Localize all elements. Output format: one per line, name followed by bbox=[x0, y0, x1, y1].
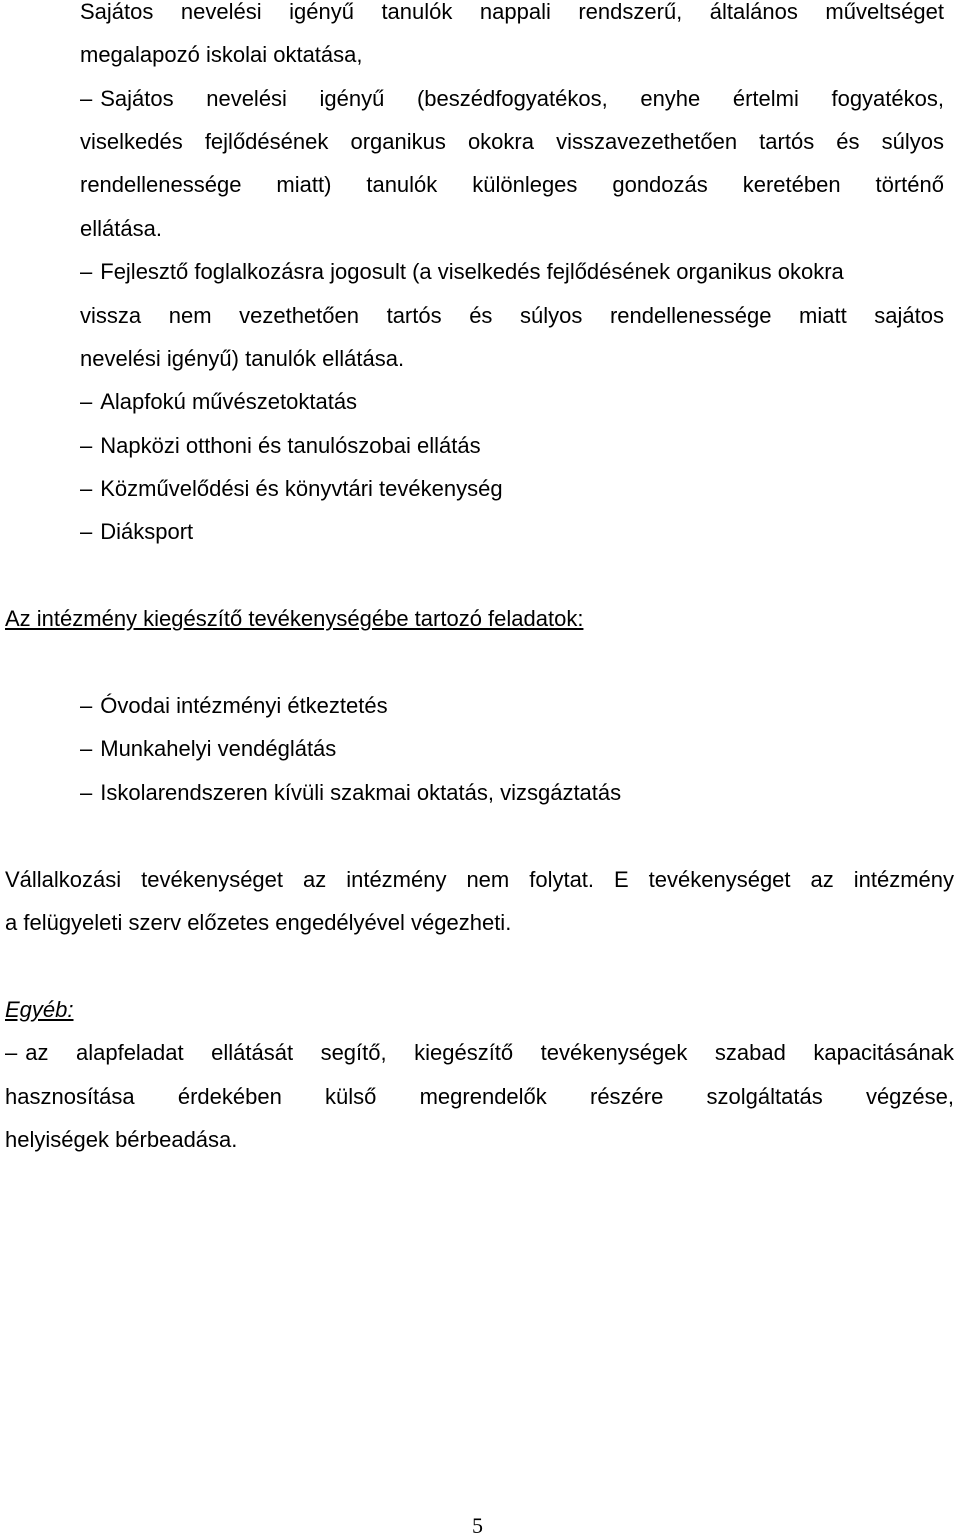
text-line: nevelési igényű) tanulók ellátása. bbox=[80, 346, 405, 371]
list-item-first-line: – Sajátos nevelési igényű (beszédfogyatékos, enyhe értelmi fogyatékos, bbox=[80, 86, 944, 111]
dash-marker: – bbox=[80, 736, 93, 761]
text-line: vissza nem vezethetően tartós és súlyos rendellenessége miatt sajátos bbox=[80, 303, 944, 328]
text-line: rendellenessége miatt) tanulók különleges gondozás keretében történő bbox=[80, 172, 944, 197]
text-line: a felügyeleti szerv előzetes engedélyével végezheti. bbox=[5, 910, 512, 935]
list-item-first-line: – az alapfeladat ellátását segítő, kiegészítő tevékenységek szabad kapacitásának bbox=[5, 1040, 954, 1065]
list-item: – Iskolarendszeren kívüli szakmai oktatás, vizsgáztatás bbox=[80, 780, 622, 805]
dash-marker: – bbox=[80, 519, 93, 544]
text-line: helyiségek bérbeadása. bbox=[5, 1127, 238, 1152]
list-item: – Óvodai intézményi étkeztetés bbox=[80, 693, 388, 718]
text-line: Sajátos nevelési igényű tanulók nappali rendszerű, általános műveltséget bbox=[80, 0, 944, 24]
dash-marker: – bbox=[80, 433, 93, 458]
dash-marker: – bbox=[80, 780, 93, 805]
text-line: megalapozó iskolai oktatása, bbox=[80, 42, 363, 67]
dash-marker: – bbox=[80, 86, 93, 111]
list-item: – Alapfokú művészetoktatás bbox=[80, 389, 358, 414]
dash-marker: – bbox=[80, 476, 93, 501]
list-item: – Közművelődési és könyvtári tevékenység bbox=[80, 476, 503, 501]
dash-marker: – bbox=[80, 259, 93, 284]
text-line: ellátása. bbox=[80, 216, 162, 241]
list-item: – Napközi otthoni és tanulószobai ellátás bbox=[80, 433, 481, 458]
list-item-first-line: – Fejlesztő foglalkozásra jogosult (a viselkedés fejlődésének organikus okokra bbox=[80, 259, 844, 284]
dash-marker: – bbox=[80, 389, 93, 414]
dash-marker: – bbox=[5, 1040, 18, 1065]
page-number: 5 bbox=[472, 1513, 483, 1538]
text-line: Vállalkozási tevékenységet az intézmény nem folytat. E tevékenységet az intézmény bbox=[5, 867, 954, 892]
list-item: – Munkahelyi vendéglátás bbox=[80, 736, 337, 761]
text-line: viselkedés fejlődésének organikus okokra visszavezethetően tartós és súlyos bbox=[80, 129, 944, 154]
section-heading: Az intézmény kiegészítő tevékenységébe tartozó feladatok: bbox=[5, 606, 584, 631]
section-heading: Egyéb: bbox=[5, 997, 74, 1022]
text-line: hasznosítása érdekében külső megrendelők részére szolgáltatás végzése, bbox=[5, 1084, 954, 1109]
list-item: – Diáksport bbox=[80, 519, 194, 544]
dash-marker: – bbox=[80, 693, 93, 718]
